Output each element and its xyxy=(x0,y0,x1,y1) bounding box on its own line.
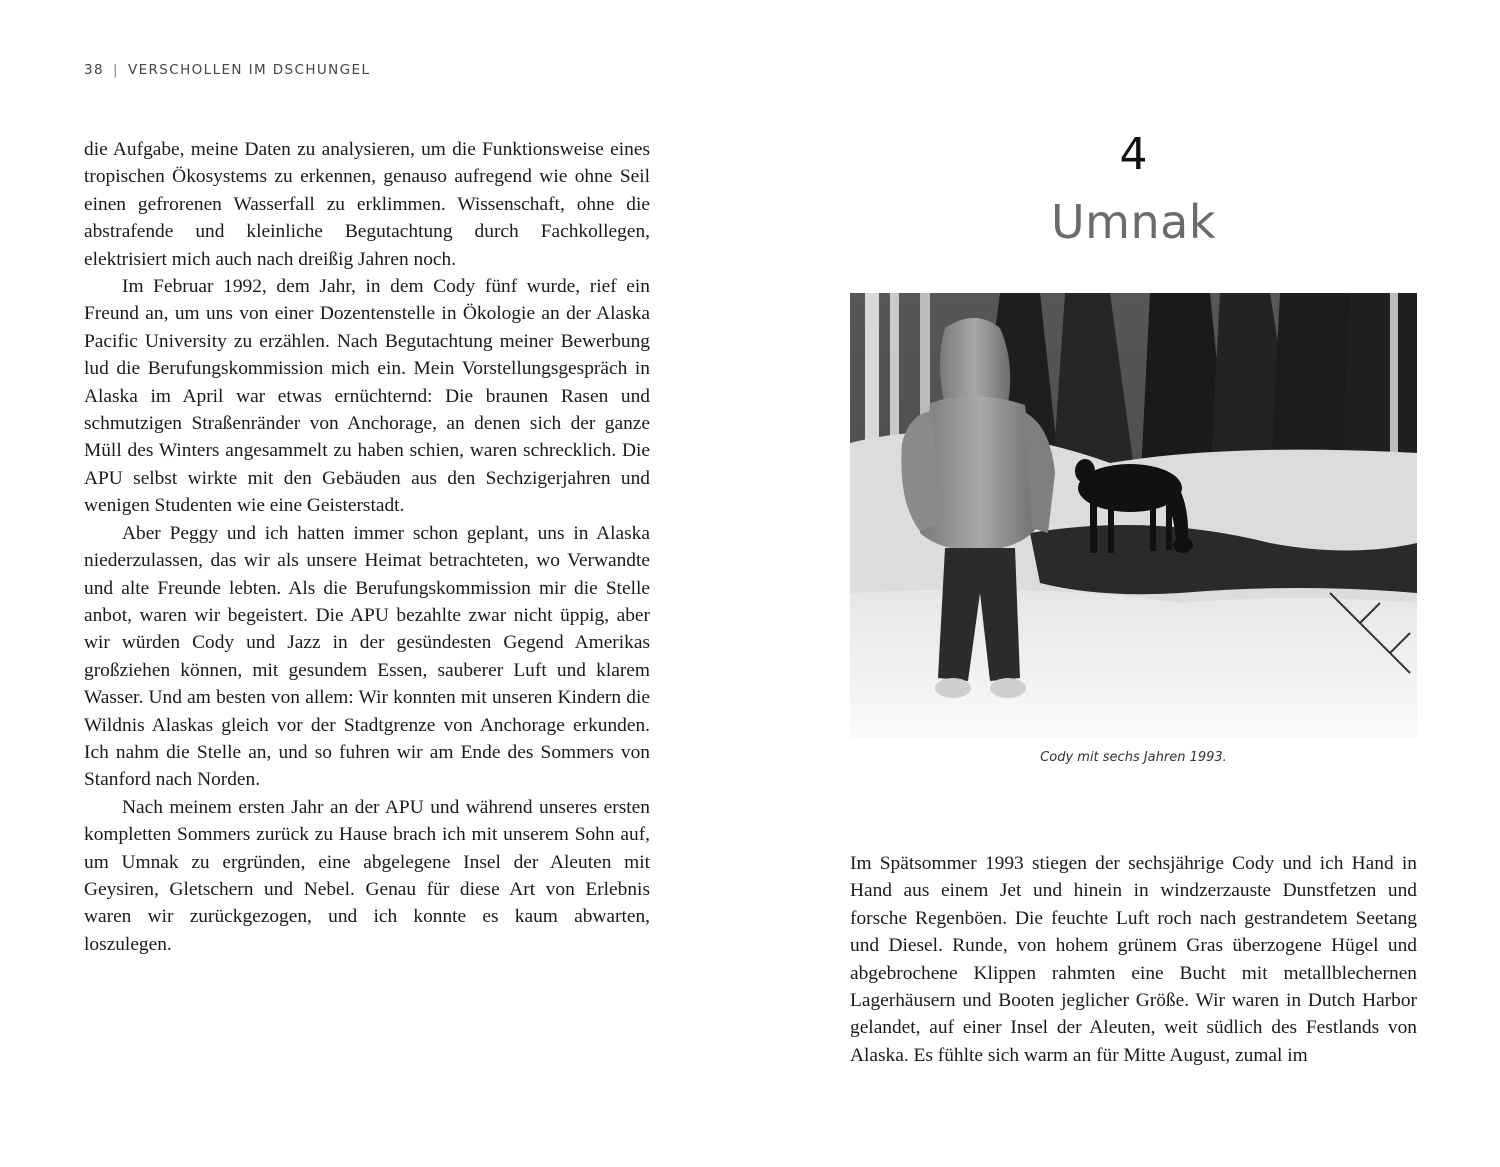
paragraph: Im Februar 1992, dem Jahr, in dem Cody fünf wurde, rief ein Freund an, um uns von einer Dozentenstelle in Ökologie an der Alaska Pacific University zu erzählen. Nach Begutachtung meiner Bewerbung lud die Berufungskommission mich ein. Mein Vorstellungsgespräch in Alaska im April war etwas ernüchternd: Die braunen Rasen und schmutzigen Straßenränder von Anchorage, an denen sich der ganze Müll des Winters angesammelt zu haben schien, waren schrecklich. Die APU selbst wirkte mit den Gebäuden aus den Sechzigerjahren und wenigen Studenten wie eine Geisterstadt. xyxy=(84,276,650,517)
paragraph: Aber Peggy und ich hatten immer schon geplant, uns in Alaska niederzulassen, das wir als unsere Heimat betrachteten, wo Verwandte und alte Freunde lebten. Als die Berufungskommission mir die Stelle anbot, waren wir begeistert. Die APU bezahlte zwar nicht üppig, aber wir würden Cody und Jazz in der gesündesten Gegend Amerikas großziehen können, mit gesundem Essen, sauberer Luft und klarem Wasser. Und am besten von allem: Wir konnten mit unseren Kindern die Wildnis Alaskas gleich vor der Stadtgrenze von Anchorage erkunden. Ich nahm die Stelle an, und so fuhren wir am Ende des Sommers von Stanford nach Norden. xyxy=(84,522,650,791)
chapter-number: 4 xyxy=(1119,129,1148,180)
chapter-title: Umnak xyxy=(1051,195,1216,249)
chapter-photo xyxy=(850,293,1417,738)
paragraph: Nach meinem ersten Jahr an der APU und während unseres ersten kompletten Sommers zurück zu Hause brach ich mit unserem Sohn auf, um Umnak zu ergründen, eine abgelegene Insel der Aleuten mit Geysiren, Gletschern und Nebel. Genau für diese Art von Erlebnis waren wir zurückgezogen, und ich konnte es kaum abwarten, loszulegen. xyxy=(84,796,650,955)
page-number: 38 xyxy=(84,62,104,78)
paragraph: Im Spätsommer 1993 stiegen der sechsjährige Cody und ich Hand in Hand aus einem Jet und hinein in windzerzauste Dunstfetzen und forsche Regenböen. Die feuchte Luft roch nach gestrandetem Seetang und Diesel. Runde, von hohem grünem Gras überzogene Hügel und abgebrochene Klippen rahmten eine Bucht mit metallblechernen Lagerhäusern und Booten jeglicher Größe. Wir waren in Dutch Harbor gelandet, auf einer Insel der Aleuten, weit südlich des Festlands von Alaska. Es fühlte sich warm an für Mitte August, zumal im xyxy=(850,853,1417,1066)
running-head xyxy=(84,62,370,78)
paragraph: die Aufgabe, meine Daten zu analysieren, um die Funktionsweise eines tropischen Ökosystems zu erkennen, genauso aufregend wie ohne Seil einen gefrorenen Wasserfall zu erklimmen. Wissenschaft, ohne die abstrafende und kleinliche Begutachtung durch Fachkollegen, elektrisiert mich auch nach dreißig Jahren noch. xyxy=(84,139,650,270)
photo-caption: Cody mit sechs Jahren 1993. xyxy=(1040,750,1227,765)
right-page xyxy=(850,0,1417,1167)
left-page-body xyxy=(84,136,650,958)
header-separator: | xyxy=(112,62,119,78)
book-title: VERSCHOLLEN IM DSCHUNGEL xyxy=(127,62,371,78)
right-page-body xyxy=(850,850,1417,1069)
